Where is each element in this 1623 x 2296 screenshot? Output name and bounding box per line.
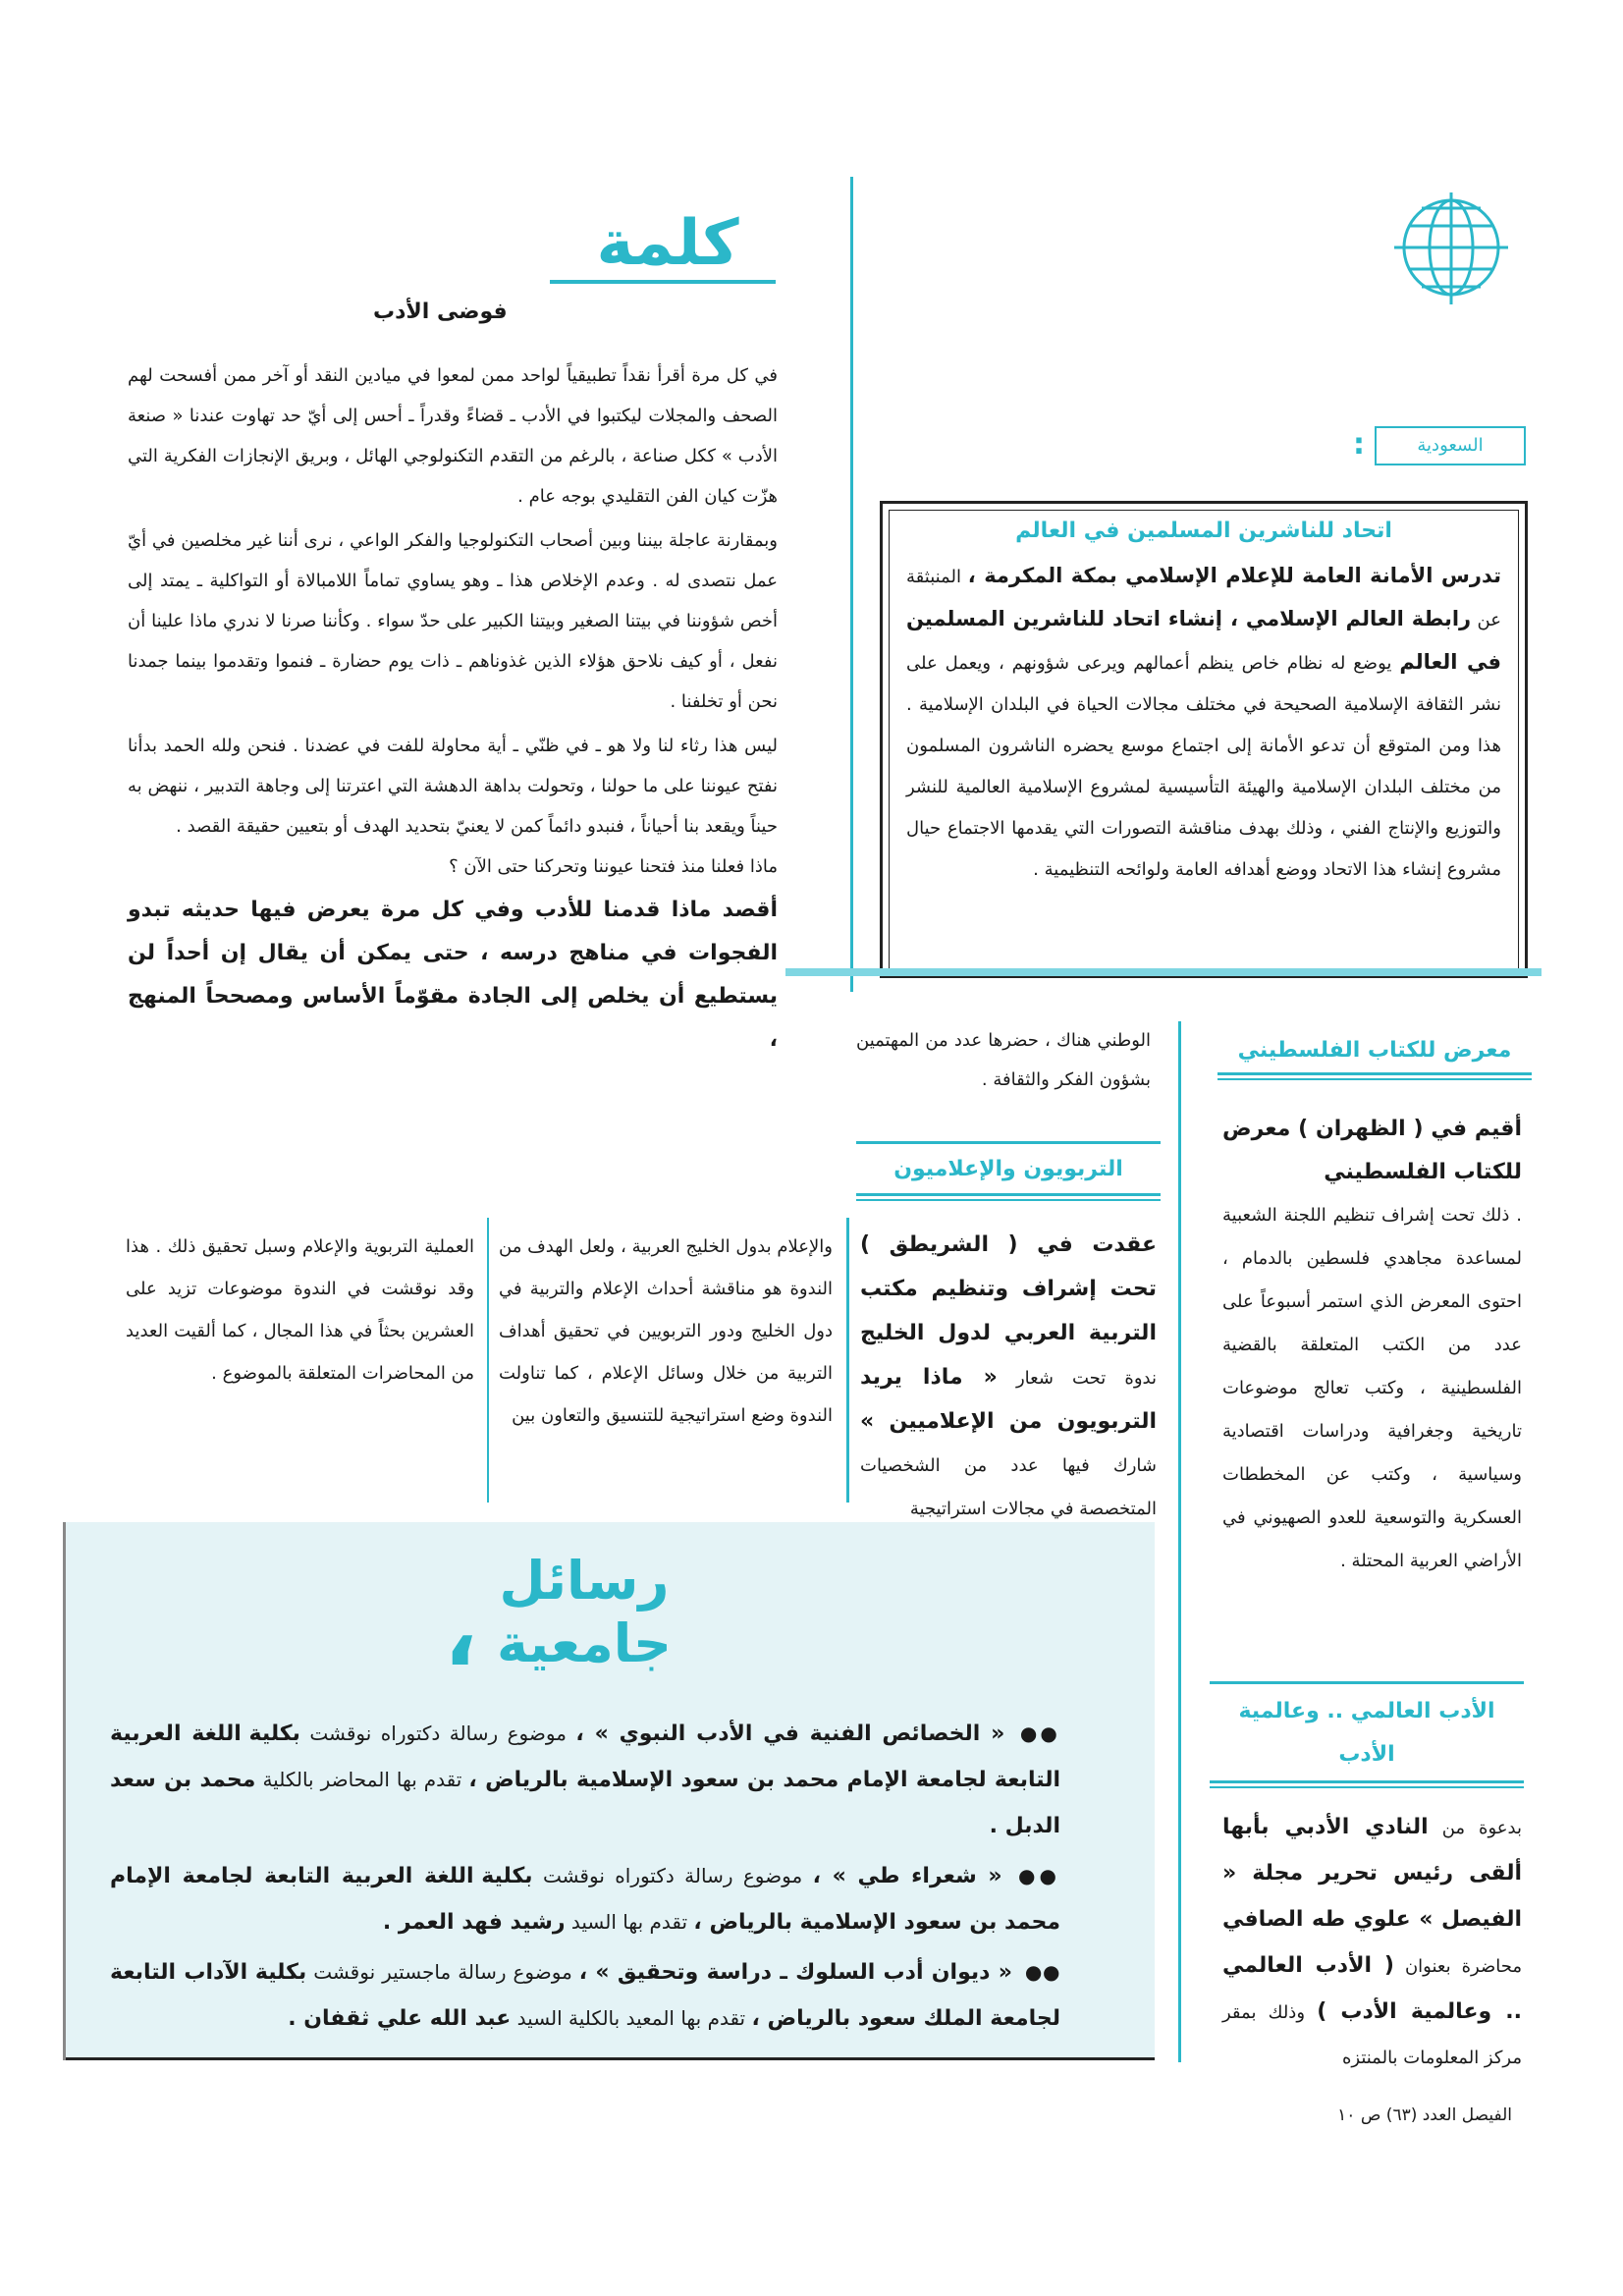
bullet-icon: ●● [1024, 1960, 1061, 1984]
page-footer: الفيصل العدد (٦٣) ص ١٠ [1337, 2105, 1512, 2125]
article-closing: أقصد ماذا قدمنا للأدب وفي كل مرة يعرض فيها حديثه تبدو الفجوات في مناهج درسه ، حتى يمكن أن يقال إن أحداً لن يستطيع أن يخلص إلى الجادة مقوّماً الأساس ومصححاً المنهج ، [128, 898, 778, 1052]
educators-title: التربويون والإعلاميون [893, 1157, 1123, 1181]
country-tag: السعودية [1375, 426, 1526, 465]
publishers-box-title: اتحاد للناشرين المسلمين في العالم [1015, 519, 1392, 543]
kalima-title: كلمة [596, 207, 739, 280]
article-title: فوضى الأدب [373, 300, 508, 324]
publishers-lead: تدرس الأمانة العامة للإعلام الإسلامي بمكة المكرمة ، [967, 564, 1501, 587]
article-paragraph-3: ليس هذا رثاء لنا ولا هو ـ في ظنّي ـ أية محاولة للفت في عضدنا . فنحن ولله الحمد بدأنا نفتح عيوننا على ما حولنا ، وتحولت بداهة الدهشة التي اعترتنا إلى وجاهة التدبير ، ننهض به حيناً ويقعد بنا أحياناً ، فنبدو دائماً كمن لا يعنيّ بتحديد الهدف أو بتعيين حقيقة القصد . [128, 736, 778, 837]
theses-comma-icon: ، [444, 1583, 478, 1686]
publishers-box [880, 501, 1528, 978]
middle-column-divider [846, 1218, 849, 1503]
publishers-bold-2: رابطة العالم الإسلامي ، إنشاء اتحاد للناشرين المسلمين في العالم [906, 607, 1501, 674]
col2-divider [487, 1218, 489, 1503]
educators-lead: عقدت في ( الشريطق ) تحت إشراف وتنظيم مكتب التربية العربي لدول الخليج [860, 1232, 1157, 1345]
palestine-fair-title-block [1217, 1033, 1532, 1080]
educators-bold-2: « ماذا يريد التربويون من الإعلاميين » [860, 1365, 1157, 1434]
palestine-fair-text: . ذلك تحت إشراف تنظيم اللجنة الشعبية لمساعدة مجاهدي فلسطين بالدمام ، احتوى المعرض الذي استمر أسبوعاً على عدد من الكتب المتعلقة بالقضية الفلسطينية ، وكتب تعالج موضوعات تاريخية وجغرافية ودراسات اقتصادية وسياسية ، وكتب عن المخططات العسكرية والتوسعية للعدو الصهيوني في الأراضي العربية المحتلة . [1222, 1205, 1522, 1571]
bullet-icon: ●● [1019, 1722, 1060, 1745]
world-lit-text-2: محاضرة بعنوان [1404, 1956, 1522, 1977]
world-lit-text-3: وذلك بمقر مركز المعلومات بالمنتزه [1222, 2002, 1522, 2068]
world-lit-intro: بدعوة من [1441, 1818, 1522, 1838]
theses-title-block [432, 1550, 736, 1686]
kalima-underline [550, 280, 776, 284]
theses-list [110, 1711, 1060, 2042]
main-vertical-divider [850, 177, 853, 992]
globe-logo-icon [1392, 187, 1510, 309]
theses-title-2: جامعية [497, 1613, 672, 1674]
world-lit-title-block [1210, 1681, 1524, 1788]
article-body [128, 355, 778, 1062]
middle-cyan-band [785, 968, 1542, 976]
article-paragraph-1: في كل مرة أقرأ نقداً تطبيقياً لواحد ممن لمعوا في ميادين النقد أو آخر ممن أفسحت لهم الصحف والمجلات ليكتبوا في الأدب ـ قضاءً وقدراً ـ أحس إلى أيّ حد تهاوت عندنا « صنعة الأدب » ككل صناعة ، بالرغم من التقدم التكنولوجي الهائل ، وبريق الإنجازات الفكرية التي هزّت كيان الفن التقليدي بوجه عام . [128, 365, 778, 507]
thesis-item-2: ●● « شعراء طي » ، موضوع رسالة دكتوراه نوقشت بكلية اللغة العربية التابعة لجامعة الإمام محمد بن سعود الإسلامية بالرياض ، تقدم بها السيد رشيد فهد العمر . [110, 1864, 1060, 1935]
educators-col3: العملية التربوية والإعلام وسبل تحقيق ذلك . هذا وقد نوقشت في الندوة موضوعات تزيد على العشرين بحثاً في هذا المجال ، كما ألقيت العديد من المحاضرات المتعلقة بالموضوع . [126, 1236, 474, 1384]
educators-body [860, 1224, 1157, 1531]
world-lit-bold-1: النادي الأدبي بأبها ألقى رئيس تحرير مجلة « الفيصل » علوي طه الصافي [1222, 1815, 1522, 1932]
educators-title-block [856, 1141, 1161, 1201]
country-tag-bullet-icon: : [1353, 427, 1365, 462]
publishers-text-2: يوضع له نظام خاص ينظم أعمالهم ويرعى شؤونهم ، ويعمل على نشر الثقافة الإسلامية الصحيحة في مختلف مجالات الحياة في البلدان الإسلامية . هذا ومن المتوقع أن تدعو الأمانة إلى اجتماع موسع يحضره الناشرون المسلمون من مختلف البلدان الإسلامية والهيئة التأسيسية لمشروع الإسلامية العالمية للنشر والتوزيع والإنتاج الفني ، وذلك بهدف مناقشة التصورات التي يقدمها الاجتماع حيال مشروع إنشاء هذا الاتحاد ووضع أهدافه العامة ولوائحه التنظيمية . [906, 653, 1501, 880]
world-lit-body [1222, 1805, 1522, 2081]
thesis-item-1: ●● « الخصائص الفنية في الأدب النبوي » ، موضوع رسالة دكتوراه نوقشت بكلية اللغة العربية التابعة لجامعة الإمام محمد بن سعود الإسلامية بالرياض ، تقدم بها المحاضر بالكلية محمد بن سعد الدبل . [110, 1722, 1060, 1838]
palestine-fair-lead: أقيم في ( الظهران ) معرض للكتاب الفلسطيني [1222, 1117, 1522, 1184]
theses-title-1: رسائل [499, 1550, 670, 1612]
educators-top-fragment: الوطني هناك ، حضرها عدد من المهتمين بشؤون الفكر والثقافة . [856, 1030, 1151, 1090]
publishers-text-1: المنبثقة عن [906, 567, 1501, 630]
educators-col2: والإعلام بدول الخليج العربية ، ولعل الهدف من الندوة هو مناقشة أحداث الإعلام والتربية في دول الخليج ودور التربويين في تحقيق أهداف التربية من خلال وسائل الإعلام ، كما تناولت الندوة وضع استراتيجية للتنسيق والتعاون بين [499, 1236, 833, 1426]
world-lit-bold-2: ( الأدب العالمي .. وعالمية الأدب ) [1222, 1953, 1522, 2024]
article-paragraph-4: ماذا فعلنا منذ فتحنا عيوننا وتحركنا حتى الآن ؟ [449, 856, 778, 877]
educators-text-2: شارك فيها عدد من الشخصيات المتخصصة في مجالات استراتيجية [860, 1455, 1157, 1519]
bullet-icon: ●● [1018, 1864, 1060, 1887]
right-column-divider [1178, 1021, 1181, 2062]
world-lit-title-1: الأدب العالمي .. وعالمية [1238, 1699, 1495, 1723]
palestine-fair-title: معرض للكتاب الفلسطيني [1237, 1038, 1512, 1063]
article-paragraph-2: وبمقارنة عاجلة بيننا وبين أصحاب التكنولوجيا والفكر الواعي ، نرى أننا غير مخلصين في أيّ عمل نتصدى له . وعدم الإخلاص هذا ـ وهو يساوي تماماً اللامبالاة أو التواكلية ـ يمتد إلى أخص شؤوننا في بيتنا الصغير وبيتنا الكبير على حدّ سواء . وكأننا صرنا لا ندري ماذا علينا أن نفعل ، أو كيف نلاحق هؤلاء الذين غذوناهم ـ ذات يوم حضارة ـ فنموا وتقدموا بينما جمدنا نحن أو تخلفنا . [128, 530, 778, 712]
thesis-item-3: ●● « ديوان أدب السلوك ـ دراسة وتحقيق » ، موضوع رسالة ماجستير نوقشت بكلية الآداب التابعة لجامعة الملك سعود بالرياض ، تقدم بها المعيد بالكلية السيد عبد الله علي ثقفان . [110, 1960, 1061, 2031]
palestine-fair-body [1222, 1108, 1522, 1583]
educators-text-1: ندوة تحت شعار [1015, 1368, 1157, 1389]
world-lit-title-2: الأدب [1338, 1742, 1395, 1767]
